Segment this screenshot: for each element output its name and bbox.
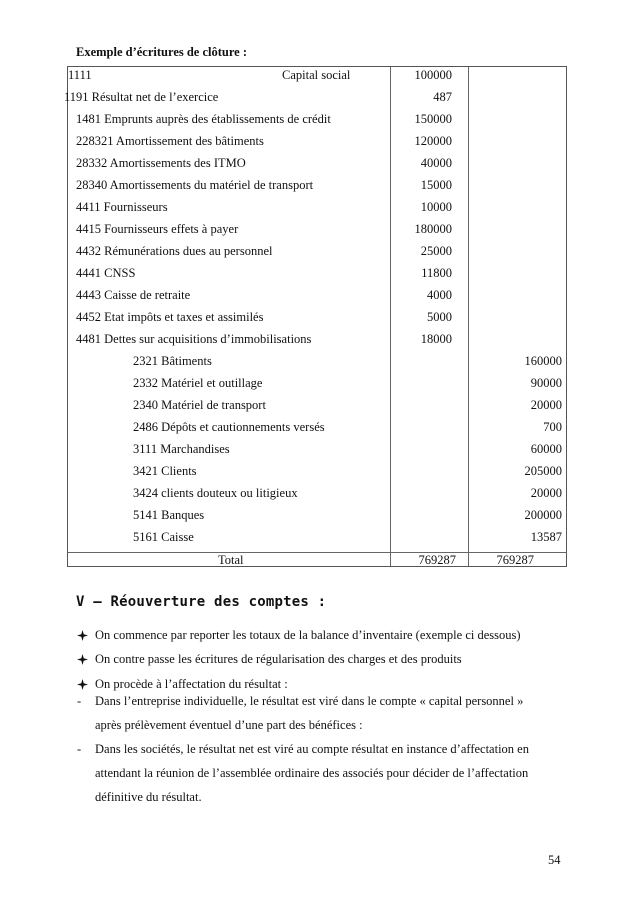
ledger-row-debit: 150000 — [414, 112, 452, 126]
ledger-row-debit: 18000 — [420, 332, 452, 346]
ledger-row-label: 4452 Etat impôts et taxes et assimilés — [76, 310, 264, 324]
ledger-row-credit: 13587 — [530, 530, 562, 544]
ledger-row-debit: 487 — [433, 90, 452, 104]
ledger-row-label: 3424 clients douteux ou litigieux — [133, 486, 298, 500]
ledger-row-credit: 90000 — [530, 376, 562, 390]
diamond-bullet-icon — [77, 630, 88, 641]
dash-item-text: Dans les sociétés, le résultat net est viré au compte résultat en instance d’affectation en — [95, 742, 529, 756]
dash-marker: - — [77, 694, 82, 708]
ledger-row-credit: 700 — [543, 420, 562, 434]
dash-item-text: Dans l’entreprise individuelle, le résultat est viré dans le compte « capital personnel » — [95, 694, 524, 708]
ledger-row-credit: 200000 — [524, 508, 562, 522]
ledger-row-label: 3111 Marchandises — [133, 442, 230, 456]
ledger-row-label: 5141 Banques — [133, 508, 205, 522]
ledger-row-label: 28340 Amortissements du matériel de transport — [76, 178, 314, 192]
ledger-row-label: 3421 Clients — [133, 464, 197, 478]
ledger-row-debit: 4000 — [427, 288, 452, 302]
ledger-row-debit: 180000 — [414, 222, 452, 236]
ledger-row-credit: 20000 — [530, 398, 562, 412]
ledger-row-label: 2321 Bâtiments — [133, 354, 212, 368]
ledger-row-label: 2486 Dépôts et cautionnements versés — [133, 420, 325, 434]
first-row-code: 1111 — [68, 68, 92, 82]
ledger-row-label: 1191 Résultat net de l’exercice — [64, 90, 219, 104]
caption: Exemple d’écritures de clôture : — [76, 45, 248, 59]
ledger-row-debit: 25000 — [420, 244, 452, 258]
ledger-row-label: 4415 Fournisseurs effets à payer — [76, 222, 239, 236]
ledger-row-debit: 10000 — [420, 200, 452, 214]
dash-marker: - — [77, 742, 82, 756]
diamond-bullet-icon — [77, 679, 88, 690]
ledger-row-label: 5161 Caisse — [133, 530, 194, 544]
section-heading: V – Réouverture des comptes : — [76, 594, 327, 610]
bullet-text: On procède à l’affectation du résultat : — [95, 677, 288, 691]
total-label: Total — [218, 553, 244, 567]
ledger-row-credit: 60000 — [530, 442, 562, 456]
ledger-row-credit: 20000 — [530, 486, 562, 500]
first-row-debit: 100000 — [414, 68, 452, 82]
ledger-row-label: 4481 Dettes sur acquisitions d’immobilisations — [76, 332, 312, 346]
ledger-row-debit: 120000 — [414, 134, 452, 148]
page-number: 54 — [548, 853, 561, 867]
ledger-row-credit: 205000 — [524, 464, 562, 478]
diamond-bullet-icon — [77, 654, 88, 665]
ledger-row-debit: 40000 — [420, 156, 452, 170]
bullet-text: On contre passe les écritures de régularisation des charges et des produits — [95, 652, 462, 666]
ledger-row-label: 2332 Matériel et outillage — [133, 376, 263, 390]
ledger-row-debit: 5000 — [427, 310, 452, 324]
bullet-text: On commence par reporter les totaux de la balance d’inventaire (exemple ci dessous) — [95, 628, 521, 642]
ledger-row-label: 4432 Rémunérations dues au personnel — [76, 244, 273, 258]
first-row-label: Capital social — [282, 68, 351, 82]
ledger-row-debit: 15000 — [420, 178, 452, 192]
ledger-row-label: 4441 CNSS — [76, 266, 136, 280]
ledger-row-label: 4411 Fournisseurs — [76, 200, 168, 214]
closing-entries-table — [64, 66, 567, 567]
ledger-row-credit: 160000 — [524, 354, 562, 368]
ledger-row-label: 1481 Emprunts auprès des établissements de crédit — [76, 112, 331, 126]
dash-item-text: attendant la réunion de l’assemblée ordinaire des associés pour décider de l’affectation — [95, 766, 529, 780]
ledger-row-label: 4443 Caisse de retraite — [76, 288, 191, 302]
ledger-row-label: 28332 Amortissements des ITMO — [76, 156, 246, 170]
ledger-row-debit: 11800 — [421, 266, 452, 280]
ledger-row-label: 228321 Amortissement des bâtiments — [76, 134, 264, 148]
dash-item-text: définitive du résultat. — [95, 790, 202, 804]
ledger-row-label: 2340 Matériel de transport — [133, 398, 266, 412]
total-debit: 769287 — [418, 553, 456, 567]
dash-item-text: après prélèvement éventuel d’une part des bénéfices : — [95, 718, 363, 732]
total-credit: 769287 — [496, 553, 534, 567]
